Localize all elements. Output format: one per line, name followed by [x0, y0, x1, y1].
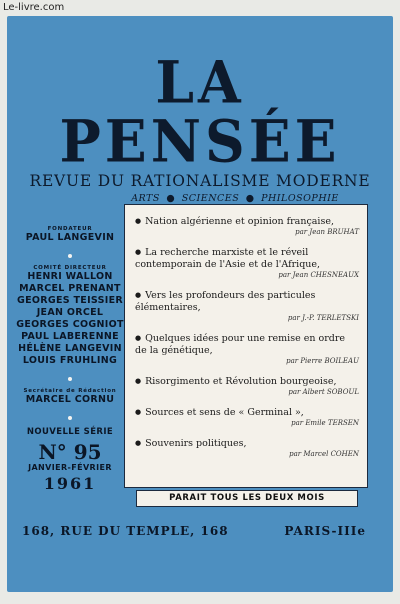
- committee-member: MARCEL PRENANT: [19, 283, 121, 294]
- founder-label: FONDATEUR: [47, 226, 93, 232]
- article-title: ● Sources et sens de « Germinal »,: [135, 406, 359, 419]
- article-author: par Jean BRUHAT: [295, 228, 359, 236]
- domains-line: [77, 193, 393, 204]
- toc-entry: [135, 406, 359, 428]
- issue-year: 1961: [43, 474, 97, 493]
- toc-entry: [135, 332, 359, 366]
- separator-dot: [68, 377, 72, 381]
- toc-entry: [135, 215, 359, 237]
- issue-number: N° 95: [38, 440, 102, 464]
- masthead: [7, 47, 393, 204]
- city: PARIS-IIIe: [284, 524, 366, 538]
- domain-philosophie: PHILOSOPHIE: [261, 193, 339, 204]
- article-title: ● Risorgimento et Révolution bourgeoise,: [135, 375, 359, 388]
- article-title: ● Nation algérienne et opinion française,: [135, 215, 359, 228]
- watermark-text: Le-livre.com: [3, 2, 65, 13]
- committee-member: GEORGES TEISSIER: [16, 295, 123, 306]
- bullet-icon: ●: [166, 193, 176, 204]
- toc-entry: [135, 246, 359, 280]
- article-title: ● Vers les profondeurs des particules élémentaires,: [135, 289, 359, 314]
- article-author: par Emile TERSEN: [291, 419, 359, 427]
- article-author: par Pierre BOILEAU: [286, 357, 359, 365]
- article-author: par J.-P. TERLETSKI: [287, 314, 359, 322]
- committee-member: LOUIS FRUHLING: [22, 355, 118, 366]
- committee-member: PAUL LABERENNE: [21, 331, 119, 342]
- domain-arts: ARTS: [131, 193, 160, 204]
- article-author: par Jean CHESNEAUX: [278, 271, 359, 279]
- separator-dot: [68, 254, 72, 258]
- article-title: ● Quelques idées pour une remise en ordre de la génétique,: [135, 332, 359, 357]
- domain-sciences: SCIENCES: [181, 193, 240, 204]
- article-author: par Marcel COHEN: [289, 450, 359, 458]
- separator-dot: [68, 416, 72, 420]
- issue-months: JANVIER-FÉVRIER: [28, 463, 112, 472]
- committee-label: COMITÉ DIRECTEUR: [33, 265, 107, 271]
- secretary-label: Secrétaire de Rédaction: [23, 388, 117, 394]
- magazine-title: LA PENSÉE: [59, 47, 341, 175]
- toc-entry: [135, 289, 359, 323]
- committee-member: JEAN ORCEL: [36, 307, 104, 318]
- toc-entry: [135, 375, 359, 397]
- street-address: 168, RUE DU TEMPLE, 168: [22, 524, 229, 538]
- article-author: par Albert SOBOUL: [288, 388, 359, 396]
- secretary-name: MARCEL CORNU: [25, 394, 115, 405]
- committee-member: HENRI WALLON: [27, 271, 113, 282]
- article-title: ● La recherche marxiste et le réveil contemporain de l'Asie et de l'Afrique,: [135, 246, 359, 271]
- founder-name: PAUL LANGEVIN: [25, 232, 115, 243]
- series-label: NOUVELLE SÉRIE: [26, 427, 114, 437]
- toc-entry: [135, 437, 359, 459]
- magazine-subtitle: REVUE DU RATIONALISME MODERNE: [29, 172, 371, 190]
- publisher-address: [22, 524, 378, 538]
- editorial-sidebar: [14, 226, 126, 493]
- committee-member: HÉLÈNE LANGEVIN: [18, 343, 122, 354]
- article-title: ● Souvenirs politiques,: [135, 437, 359, 450]
- bullet-icon: ●: [245, 193, 255, 204]
- committee-member: GEORGES COGNIOT: [16, 319, 124, 330]
- table-of-contents: [124, 204, 368, 488]
- frequency-banner: PARAIT TOUS LES DEUX MOIS: [136, 490, 358, 507]
